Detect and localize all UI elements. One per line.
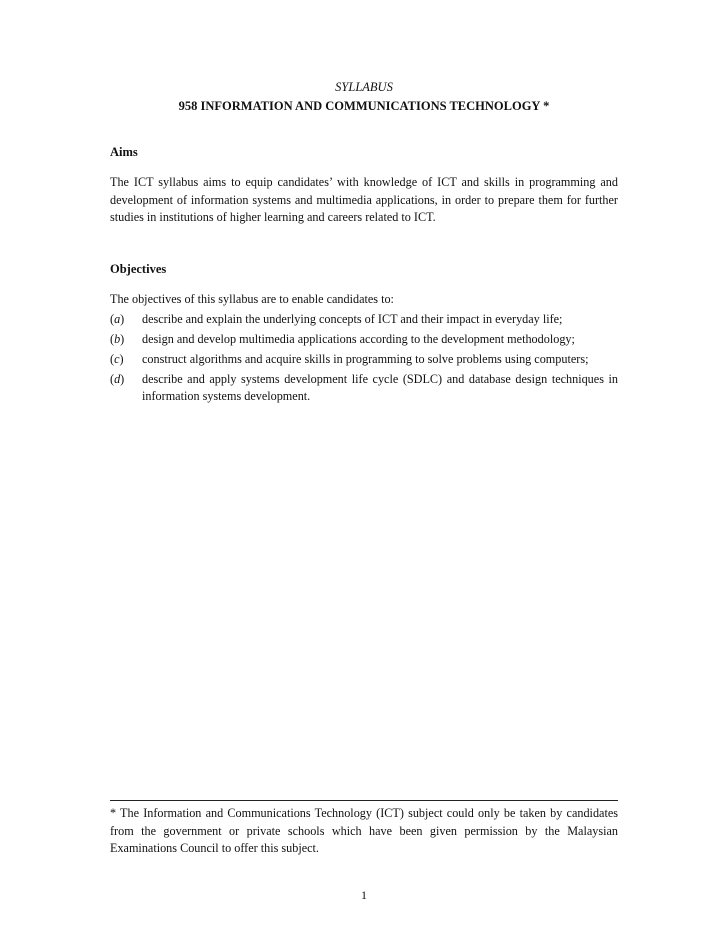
aims-paragraph: The ICT syllabus aims to equip candidates’ with knowledge of ICT and skills in programming and development of information systems and multimedia applications, in order to prepare them for further studies in institutions of higher learning and careers related to ICT.	[110, 175, 618, 224]
syllabus-label: SYLLABUS	[335, 80, 393, 94]
objectives-intro: The objectives of this syllabus are to enable candidates to:	[110, 291, 394, 306]
document-page	[110, 78, 618, 405]
objective-letter: (a)	[110, 312, 125, 326]
objective-item-c	[110, 351, 618, 368]
subject-title: 958 INFORMATION AND COMMUNICATIONS TECHNOLOGY *	[178, 99, 550, 113]
objective-text: design and develop multimedia applications according to the development methodology;	[142, 332, 575, 346]
objective-text: construct algorithms and acquire skills in programming to solve problems using computers;	[142, 352, 589, 366]
objective-letter: (b)	[110, 332, 125, 346]
objective-item-d	[110, 371, 618, 405]
objectives-heading: Objectives	[110, 261, 167, 276]
footnote: * The Information and Communications Technology (ICT) subject could only be taken by candidates from the government or private schools which have been given permission by the Malaysian Examinations Council to offer this subject.	[110, 806, 618, 855]
objective-text: describe and explain the underlying concepts of ICT and their impact in everyday life;	[142, 312, 563, 326]
footnote-divider	[110, 800, 618, 801]
page-number: 1	[361, 888, 367, 902]
objective-item-a	[110, 311, 618, 328]
objective-item-b	[110, 331, 618, 348]
title-block	[110, 78, 618, 115]
aims-heading: Aims	[110, 145, 138, 159]
objective-text: describe and apply systems development life cycle (SDLC) and database design techniques in information systems development.	[142, 372, 618, 403]
objective-letter: (c)	[110, 352, 124, 366]
objective-letter: (d)	[110, 372, 125, 386]
objectives-list	[110, 311, 618, 405]
